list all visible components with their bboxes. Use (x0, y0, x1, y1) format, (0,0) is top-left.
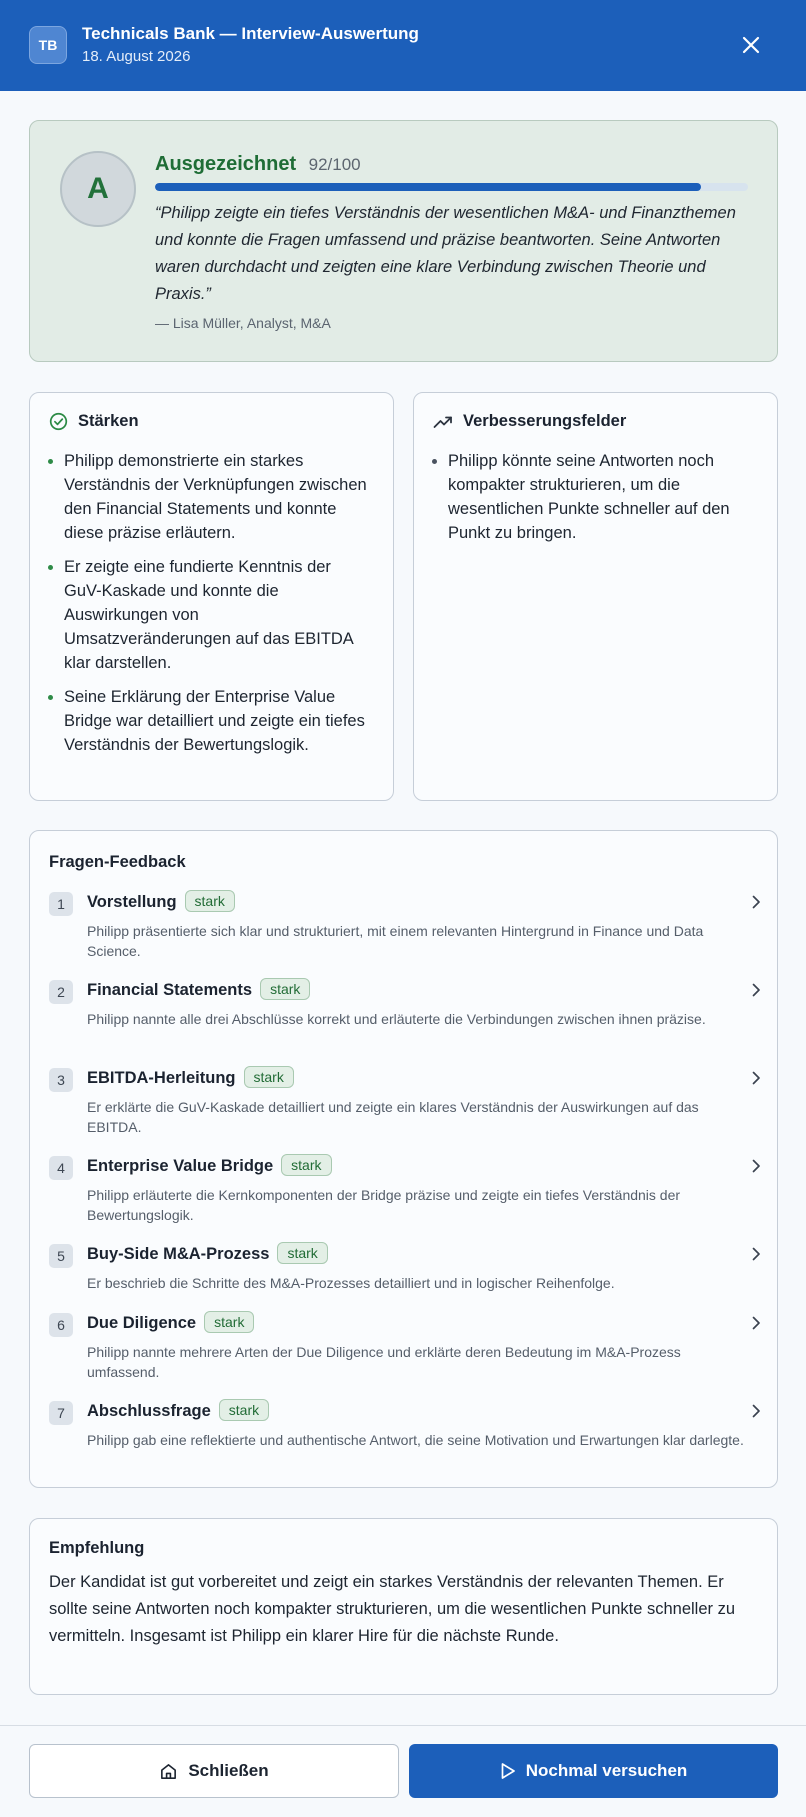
status-badge: stark (204, 1311, 254, 1333)
question-number: 1 (49, 892, 73, 916)
interview-date: 18. August 2026 (82, 48, 191, 65)
strength-item: Seine Erklärung der Enterprise Value Bridge war detailliert und zeigte ein tiefes Verständnis der Bewertungslogik. (64, 685, 370, 757)
grade-avatar: A (60, 151, 136, 227)
feedback-title: Fragen-Feedback (49, 853, 186, 871)
rating-label: Ausgezeichnet (155, 153, 297, 175)
question-title (87, 1242, 328, 1264)
question-title (87, 1066, 294, 1088)
strengths-list (64, 449, 370, 767)
chevron-right-icon[interactable] (748, 894, 764, 910)
question-feedback-panel (29, 830, 778, 1488)
home-icon (159, 1762, 178, 1781)
improvements-title: Verbesserungsfelder (463, 412, 627, 430)
question-title-text: Abschlussfrage (87, 1402, 211, 1420)
improvements-list (448, 449, 764, 555)
chevron-right-icon[interactable] (748, 982, 764, 998)
improvements-panel (413, 392, 778, 801)
bank-logo: TB (29, 26, 67, 64)
question-feedback-text: Philipp nannte mehrere Arten der Due Diligence und erklärte deren Bedeutung im M&A-Prozess umfassend. (87, 1344, 681, 1380)
close-report-label: Schließen (188, 1761, 269, 1780)
improvements-header (433, 412, 626, 431)
strengths-header (49, 412, 139, 431)
check-circle-icon (49, 412, 68, 431)
reviewer-quote: “Philipp zeigte ein tiefes Verständnis der wesentlichen M&A- und Finanzthemen und konnte die Fragen umfassend und präzise beantworten. Seine Antworten waren durchdacht und zeigten eine klare Verbindung zwischen Theorie und Praxis.” (155, 204, 736, 303)
retry-button[interactable] (409, 1744, 778, 1798)
retry-label: Nochmal versuchen (525, 1761, 688, 1780)
play-icon (500, 1762, 516, 1780)
strength-item: Er zeigte eine fundierte Kenntnis der GuV-Kaskade und konnte die Auswirkungen von Umsatzveränderungen auf das EBITDA klar darstellen. (64, 555, 370, 675)
question-number: 3 (49, 1068, 73, 1092)
question-title (87, 1399, 269, 1421)
question-title-text: Buy-Side M&A-Prozess (87, 1245, 270, 1263)
footer-bar (0, 1725, 806, 1817)
close-report-button[interactable] (29, 1744, 399, 1798)
recommendation-panel (29, 1518, 778, 1695)
score-progress-bar (155, 183, 748, 191)
status-badge: stark (281, 1154, 331, 1176)
question-title-text: Vorstellung (87, 893, 177, 911)
question-feedback-text: Er beschrieb die Schritte des M&A-Prozesses detailliert und in logischer Reihenfolge. (87, 1275, 615, 1291)
page-title: Technicals Bank — Interview-Auswertung (82, 24, 419, 43)
close-icon (742, 36, 760, 54)
header-bar (0, 0, 806, 91)
question-feedback-text: Er erklärte die GuV-Kaskade detailliert und zeigte ein klares Verständnis der Auswirkungen auf das EBITDA. (87, 1099, 699, 1135)
question-title-text: EBITDA-Herleitung (87, 1069, 236, 1087)
score-progress-fill (155, 183, 701, 191)
chevron-right-icon[interactable] (748, 1403, 764, 1419)
question-title (87, 978, 310, 1000)
strengths-panel (29, 392, 394, 801)
question-feedback-text: Philipp erläuterte die Kernkomponenten der Bridge präzise und zeigte ein tiefes Verständnis der Bewertungslogik. (87, 1187, 681, 1223)
status-badge: stark (260, 978, 310, 1000)
status-badge: stark (277, 1242, 327, 1264)
status-badge: stark (244, 1066, 294, 1088)
rating-line (155, 153, 361, 176)
rating-score: 92/100 (308, 155, 361, 174)
question-title-text: Due Diligence (87, 1314, 197, 1332)
score-card (29, 120, 778, 362)
recommendation-text: Der Kandidat ist gut vorbereitet und zeigt ein starkes Verständnis der relevanten Themen. Er sollte seine Antworten noch kompakter strukturieren, um die wesentlichen Punkte schneller zu vermitteln. Insgesamt ist Philipp ein klarer Hire für die nächste Runde. (49, 1573, 736, 1645)
chevron-right-icon[interactable] (748, 1158, 764, 1174)
quote-author: — Lisa Müller, Analyst, M&A (155, 315, 331, 331)
question-number: 6 (49, 1313, 73, 1337)
strength-item: Philipp demonstrierte ein starkes Verständnis der Verknüpfungen zwischen den Financial Statements und konnte diese präzise erläutern. (64, 449, 370, 545)
status-badge: stark (219, 1399, 269, 1421)
question-title (87, 890, 235, 912)
chevron-right-icon[interactable] (748, 1246, 764, 1262)
question-feedback-text: Philipp präsentierte sich klar und strukturiert, mit einem relevanten Hintergrund in Finance und Data Science. (87, 923, 704, 959)
chevron-right-icon[interactable] (748, 1070, 764, 1086)
question-feedback-text: Philipp nannte alle drei Abschlüsse korrekt und erläuterte die Verbindungen zwischen ihnen präzise. (87, 1011, 706, 1027)
question-number: 5 (49, 1244, 73, 1268)
question-title-text: Enterprise Value Bridge (87, 1157, 274, 1175)
close-button[interactable] (736, 30, 766, 60)
question-number: 2 (49, 980, 73, 1004)
question-number: 4 (49, 1156, 73, 1180)
question-title-text: Financial Statements (87, 981, 253, 999)
recommendation-title: Empfehlung (49, 1539, 145, 1557)
question-title (87, 1154, 332, 1176)
trending-up-icon (433, 414, 453, 430)
status-badge: stark (185, 890, 235, 912)
question-number: 7 (49, 1401, 73, 1425)
chevron-right-icon[interactable] (748, 1315, 764, 1331)
question-feedback-text: Philipp gab eine reflektierte und authentische Antwort, die seine Motivation und Erwartungen klar darlegte. (87, 1432, 744, 1448)
improvement-item: Philipp könnte seine Antworten noch kompakter strukturieren, um die wesentlichen Punkte schneller auf den Punkt zu bringen. (448, 449, 764, 545)
strengths-title: Stärken (78, 412, 139, 430)
question-title (87, 1311, 254, 1333)
